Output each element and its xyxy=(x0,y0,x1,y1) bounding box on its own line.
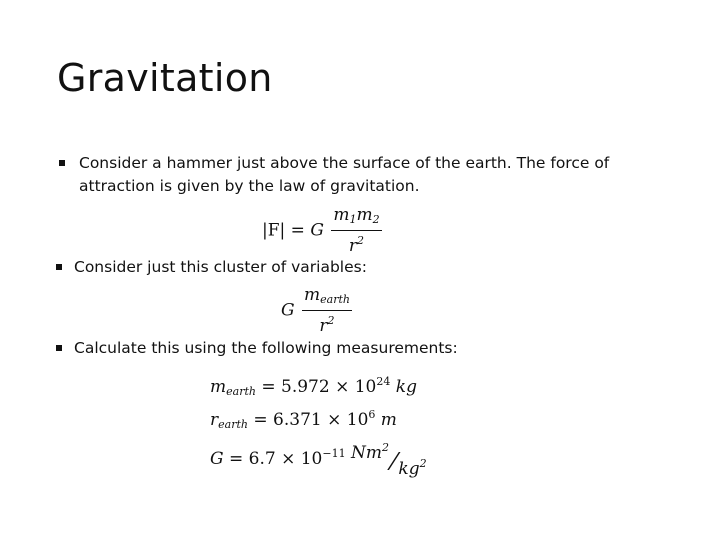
mass-2-subscript: 2 xyxy=(372,213,380,226)
measurement-value: = 6.7 × 10 xyxy=(229,449,323,469)
unit-numerator-text: Nm xyxy=(351,443,382,463)
measurement-value: = 5.972 × 10 xyxy=(261,377,377,397)
earth-mass-fraction xyxy=(302,286,352,336)
gravitation-force-equation xyxy=(262,206,384,256)
bullet-1-text: Consider a hammer just above the surface of the earth. The force of attraction is given by the law of gravitation. xyxy=(79,154,610,195)
bullet-3 xyxy=(74,337,634,360)
earth-mass: m xyxy=(304,285,321,305)
distance-exponent: 2 xyxy=(327,314,335,327)
measurements-block xyxy=(210,370,427,481)
earth-mass-subscript: earth xyxy=(320,293,350,306)
measurement-unit: kg xyxy=(395,377,417,397)
bullet-marker xyxy=(56,345,62,351)
distance: r xyxy=(348,236,358,256)
measurement-exponent: −11 xyxy=(322,447,346,460)
measurement-exponent: 6 xyxy=(368,408,376,421)
variable-cluster-equation xyxy=(281,286,354,336)
unit-numerator xyxy=(351,436,389,465)
slide-title: Gravitation xyxy=(57,56,273,100)
measurement-gravitational-constant xyxy=(210,436,427,481)
mass-over-distance-fraction xyxy=(331,206,381,256)
unit-denominator xyxy=(398,452,426,481)
measurement-earth-radius xyxy=(210,403,427,436)
measurement-symbol: G xyxy=(210,449,224,469)
mass-1-subscript: 1 xyxy=(349,213,357,226)
unit-numerator-exponent: 2 xyxy=(382,441,389,454)
force-magnitude: |F| xyxy=(262,220,286,241)
gravitational-constant: G xyxy=(310,220,324,241)
bullet-1 xyxy=(79,152,659,198)
measurement-value: = 6.371 × 10 xyxy=(253,410,369,430)
distance-exponent: 2 xyxy=(357,234,365,247)
measurement-subscript: earth xyxy=(218,418,248,431)
measurement-symbol: r xyxy=(210,410,219,430)
fraction-denominator xyxy=(349,231,364,256)
mass-1: m xyxy=(333,205,350,225)
measurement-unit: m xyxy=(380,410,397,430)
unit-division-slash: / xyxy=(385,449,402,474)
measurement-earth-mass xyxy=(210,370,427,403)
bullet-marker xyxy=(59,160,65,166)
bullet-3-text: Calculate this using the following measurements: xyxy=(74,339,458,357)
bullet-2 xyxy=(74,256,634,279)
bullet-marker xyxy=(56,264,62,270)
bullet-2-text: Consider just this cluster of variables: xyxy=(74,258,367,276)
fraction-denominator xyxy=(319,311,334,336)
gravitational-constant: G xyxy=(281,300,295,321)
fraction-numerator xyxy=(302,286,352,311)
fraction-numerator xyxy=(331,206,381,231)
equals-sign: = xyxy=(290,220,305,241)
unit-denominator-exponent: 2 xyxy=(419,457,427,470)
measurement-subscript: earth xyxy=(226,385,256,398)
unit-denominator-text: kg xyxy=(398,459,420,479)
distance: r xyxy=(319,316,328,336)
measurement-symbol: m xyxy=(210,377,227,397)
mass-2: m xyxy=(356,205,373,225)
measurement-exponent: 24 xyxy=(376,375,391,388)
